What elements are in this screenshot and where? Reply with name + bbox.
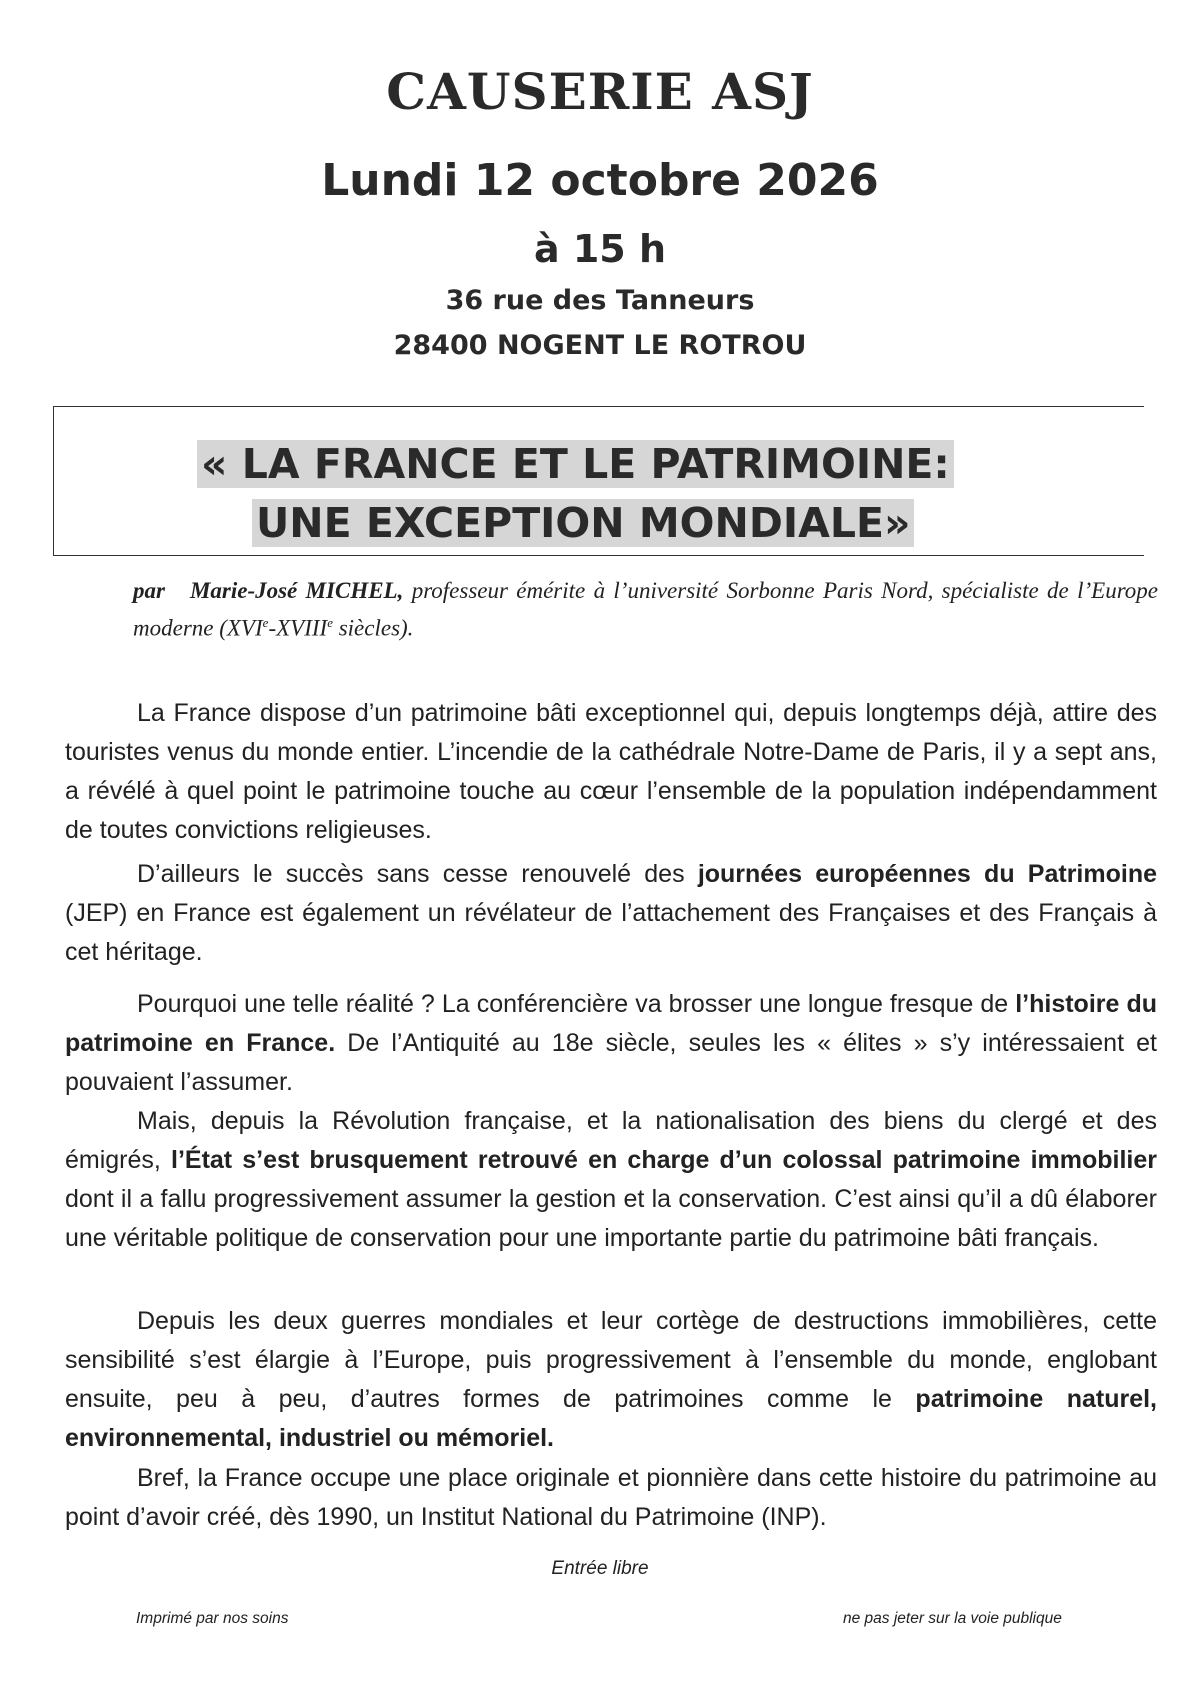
paragraph-3-bold: l’histoire du patrimoine en France. — [65, 990, 1157, 1057]
paragraph-4-text-end: dont il a fallu progressivement assumer la gestion et la conservation. C’est ainsi qu’il a dû élaborer une véritable politique de conservation pour une importante partie du patrimoine bâti français. — [65, 1185, 1157, 1252]
paragraph-1: La France dispose d’un patrimoine bâti exceptionnel qui, depuis longtemps déjà, attire des touristes venus du monde entier. L’incendie de la cathédrale Notre-Dame de Paris, il y a sept ans, a révélé à quel point le patrimoine touche au cœur l’ensemble de la population indépendamment de toutes convictions religieuses. — [65, 699, 1157, 844]
speaker-byline — [133, 575, 1158, 645]
paragraph-2 — [65, 855, 1157, 972]
event-city: 28400 NOGENT LE ROTROU — [393, 330, 807, 361]
event-time: à 15 h — [533, 227, 667, 271]
printed-note: Imprimé par nos soins — [136, 1610, 289, 1627]
byline-end: siècles). — [332, 615, 414, 641]
event-street: 36 rue des Tanneurs — [445, 285, 755, 316]
talk-title-line-2: UNE EXCEPTION MONDIALE» — [252, 499, 914, 547]
paragraph-2-bold: journées européennes du Patrimoine — [697, 860, 1157, 888]
paragraph-2-text-end: (JEP) en France est également un révélateur de l’attachement des Françaises et des Français à cet héritage. — [65, 899, 1157, 966]
paragraph-2-text: D’ailleurs le succès sans cesse renouvelé des — [137, 860, 698, 888]
paragraph-3 — [65, 985, 1157, 1102]
flyer-title: CAUSERIE ASJ — [386, 62, 814, 121]
disposal-notice: ne pas jeter sur la voie publique — [843, 1610, 1062, 1627]
speaker-role: professeur émérite à l’université Sorbonne Paris Nord, spécialiste de l’Europe moderne (XVI — [133, 578, 1158, 641]
paragraph-3-text: Pourquoi une telle réalité ? La conférencière va brosser une longue fresque de — [137, 990, 1016, 1018]
paragraph-3-text-end: De l’Antiquité au 18e siècle, seules les « élites » s’y intéressaient et pouvaient l’assumer. — [65, 1029, 1157, 1096]
paragraph-6: Bref, la France occupe une place originale et pionnière dans cette histoire du patrimoine au point d’avoir créé, dès 1990, un Institut National du Patrimoine (INP). — [65, 1464, 1157, 1531]
paragraph-5-text: Depuis les deux guerres mondiales et leur cortège de destructions immobilières, cette sensibilité s’est élargie à l’Europe, puis progressivement à l’ensemble du monde, englobant ensuite, peu à peu, d’autres formes de patrimoines comme le — [65, 1307, 1157, 1413]
paragraph-4-bold: l’État s’est brusquement retrouvé en charge d’un colossal patrimoine immobilier — [171, 1146, 1157, 1174]
century-range: -XVIII — [268, 615, 328, 641]
byline-par: par — [133, 578, 165, 603]
talk-title-line-1: « LA FRANCE ET LE PATRIMOINE: — [197, 440, 954, 488]
free-entry-note: Entrée libre — [551, 1558, 649, 1579]
speaker-name: Marie-José MICHEL, — [189, 578, 404, 603]
event-date: Lundi 12 octobre 2026 — [321, 155, 879, 206]
paragraph-5-bold: patrimoine naturel, environnemental, industriel ou mémoriel. — [65, 1385, 1157, 1452]
paragraph-4-text: Mais, depuis la Révolution française, et la nationalisation des biens du clergé et des émigrés, — [65, 1107, 1157, 1174]
paragraph-4 — [65, 1102, 1157, 1258]
century-sup-2: e — [327, 615, 333, 630]
paragraph-5 — [65, 1302, 1157, 1458]
century-sup-1: e — [262, 615, 269, 630]
